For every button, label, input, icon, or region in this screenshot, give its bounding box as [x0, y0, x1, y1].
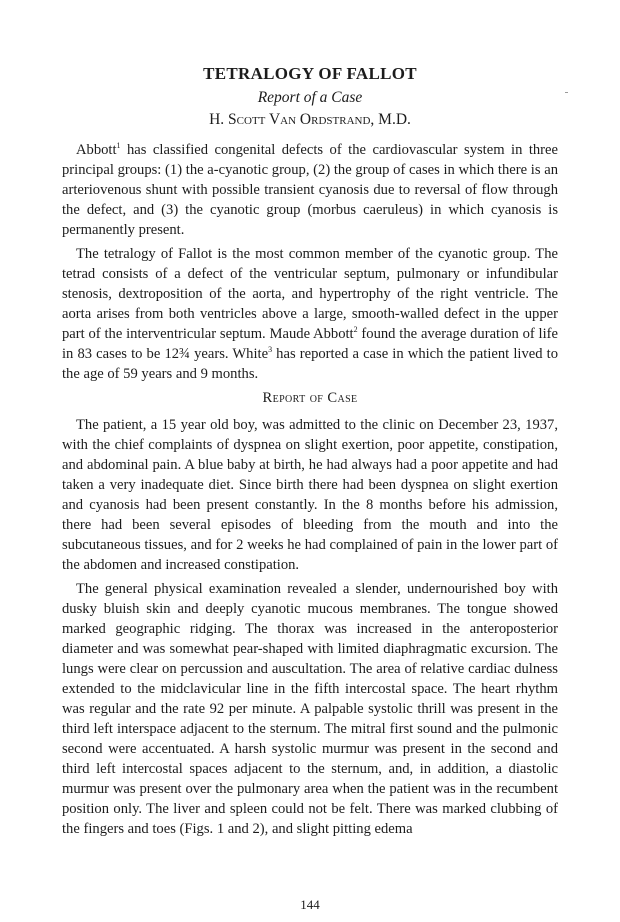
page-number: 144	[300, 897, 320, 912]
paragraph-text: The patient, a 15 year old boy, was admitted to the clinic on December 23, 1937, with the chief complaints of dyspnea on slight exertion, poor appetite, constipation, and abdominal pain. A blue baby at birth, he had always had a poor appetite and had taken a very inadequate diet. Since birth there had been dyspnea on slight exertion and cyanosis had been present constantly. In the 8 months before his admission, there had been several episodes of bleeding from the mouth and into the subcutaneous tissues, and for 2 weeks he had complained of pain in the lower part of the abdomen and increased constipation.	[62, 417, 558, 573]
body-paragraph	[62, 140, 558, 240]
body-paragraph	[62, 244, 558, 384]
article-title: TETRALOGY OF FALLOT	[203, 64, 417, 83]
reference-superscript: 3	[268, 345, 273, 354]
body-paragraph	[62, 579, 558, 839]
section-heading: Report of Case	[262, 390, 358, 406]
article-page	[62, 56, 558, 843]
paragraph-text: The general physical examination revealed a slender, undernourished boy with dusky bluish skin and deeply cyanotic mucous membranes. The tongue showed marked geographic ridging. The thorax was increased in the anteroposterior diameter and was somewhat pear-shaped with limited diaphragmatic excursion. The lungs were clear on percussion and auscultation. The area of relative cardiac dulness extended to the midclavicular line in the fifth intercostal space. The heart rhythm was regular and the rate 92 per minute. A palpable systolic thrill was present in the third left interspace adjacent to the sternum. The mitral first sound and the pulmonic second were accentuated. A harsh systolic murmur was present in the second and third left intercostal spaces adjacent to the sternum, and, in addition, a diastolic murmur was present over the pulmonary area when the patient was in the recumbent position only. The liver and spleen could not be felt. There was marked clubbing of the fingers and toes (Figs. 1 and 2), and slight pitting edema	[62, 581, 558, 837]
scan-speck	[565, 92, 568, 93]
paragraph-text: has reported a case in which the patient lived to the age of 59 years and 9 months.	[62, 346, 558, 382]
paragraph-text: The tetralogy of Fallot is the most common member of the cyanotic group. The tetrad consists of a defect of the ventricular septum, pulmonary or infundibular stenosis, dextroposition of the aorta, and hypertrophy of the right ventricle. The aorta arises from both ventricles above a large, smooth-walled defect in the upper part of the interventricular septum. Maude Abbott	[62, 246, 558, 342]
body-paragraph	[62, 415, 558, 575]
paragraph-text: has classified congenital defects of the cardiovascular system in three principal groups: (1) the a-cyanotic group, (2) the group of cases in which there is an arteriovenous shunt with possible transient cyanosis due to reversal of flow through the defect, and (3) the cyanotic group (morbus caeruleus) in which cyanosis is permanently present.	[62, 142, 558, 238]
paragraph-text: Abbott	[76, 142, 117, 158]
paragraph-text: found the average duration of life in 83 cases to be 12¾ years. White	[62, 326, 559, 362]
reference-superscript: 1	[116, 141, 121, 150]
article-author: H. Scott Van Ordstrand, M.D.	[209, 111, 411, 128]
reference-superscript: 2	[353, 325, 358, 334]
intro-body	[62, 140, 558, 384]
article-subtitle: Report of a Case	[257, 89, 363, 106]
case-body	[62, 415, 558, 839]
